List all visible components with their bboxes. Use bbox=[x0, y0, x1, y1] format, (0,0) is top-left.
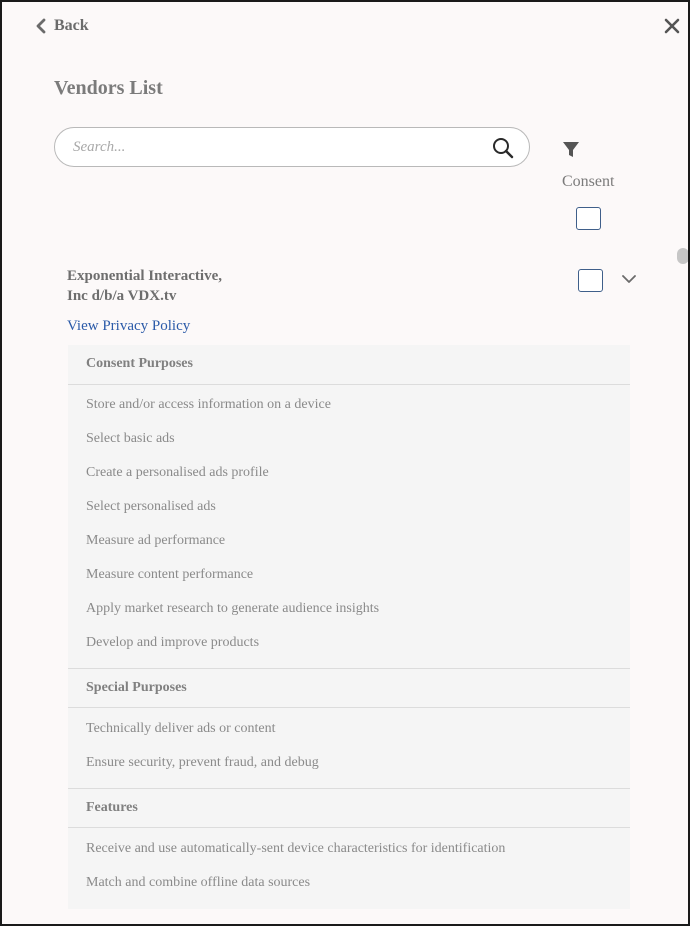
search-box bbox=[54, 127, 530, 167]
close-icon[interactable] bbox=[664, 18, 680, 34]
list-item: Select basic ads bbox=[86, 431, 175, 446]
list-item: Ensure security, prevent fraud, and debug bbox=[86, 755, 319, 770]
view-privacy-policy-link[interactable]: View Privacy Policy bbox=[67, 318, 191, 334]
consent-column-label: Consent bbox=[562, 173, 615, 190]
chevron-left-icon bbox=[36, 18, 46, 34]
vendor-name-line-2: Inc d/b/a VDX.tv bbox=[67, 288, 177, 304]
back-label: Back bbox=[54, 17, 89, 34]
list-item: Match and combine offline data sources bbox=[86, 875, 311, 890]
vendor-details-panel bbox=[68, 345, 630, 909]
vendor-name bbox=[67, 266, 287, 306]
back-button[interactable] bbox=[36, 17, 89, 35]
list-item: Develop and improve products bbox=[86, 635, 260, 650]
special-purposes-header: Special Purposes bbox=[68, 668, 630, 708]
features-header: Features bbox=[68, 788, 630, 828]
chevron-down-icon[interactable] bbox=[621, 274, 637, 284]
vendor-name-line-1: Exponential Interactive, bbox=[67, 268, 222, 284]
list-item: Measure ad performance bbox=[86, 533, 226, 548]
list-item: Technically deliver ads or content bbox=[86, 721, 276, 736]
filter-icon[interactable] bbox=[562, 141, 580, 159]
vendor-consent-checkbox[interactable] bbox=[578, 269, 603, 292]
list-item: Select personalised ads bbox=[86, 499, 216, 514]
list-item: Receive and use automatically-sent device characteristics for identification bbox=[86, 841, 506, 856]
list-item: Create a personalised ads profile bbox=[86, 465, 269, 480]
consent-all-checkbox[interactable] bbox=[576, 207, 601, 230]
search-icon[interactable] bbox=[491, 136, 515, 160]
consent-purposes-header: Consent Purposes bbox=[68, 345, 630, 385]
search-input[interactable] bbox=[73, 137, 473, 157]
list-item: Measure content performance bbox=[86, 567, 254, 582]
list-item: Store and/or access information on a device bbox=[86, 397, 331, 412]
scrollbar-thumb[interactable] bbox=[677, 248, 689, 264]
page-title: Vendors List bbox=[54, 77, 163, 99]
list-item: Apply market research to generate audience insights bbox=[86, 601, 380, 616]
